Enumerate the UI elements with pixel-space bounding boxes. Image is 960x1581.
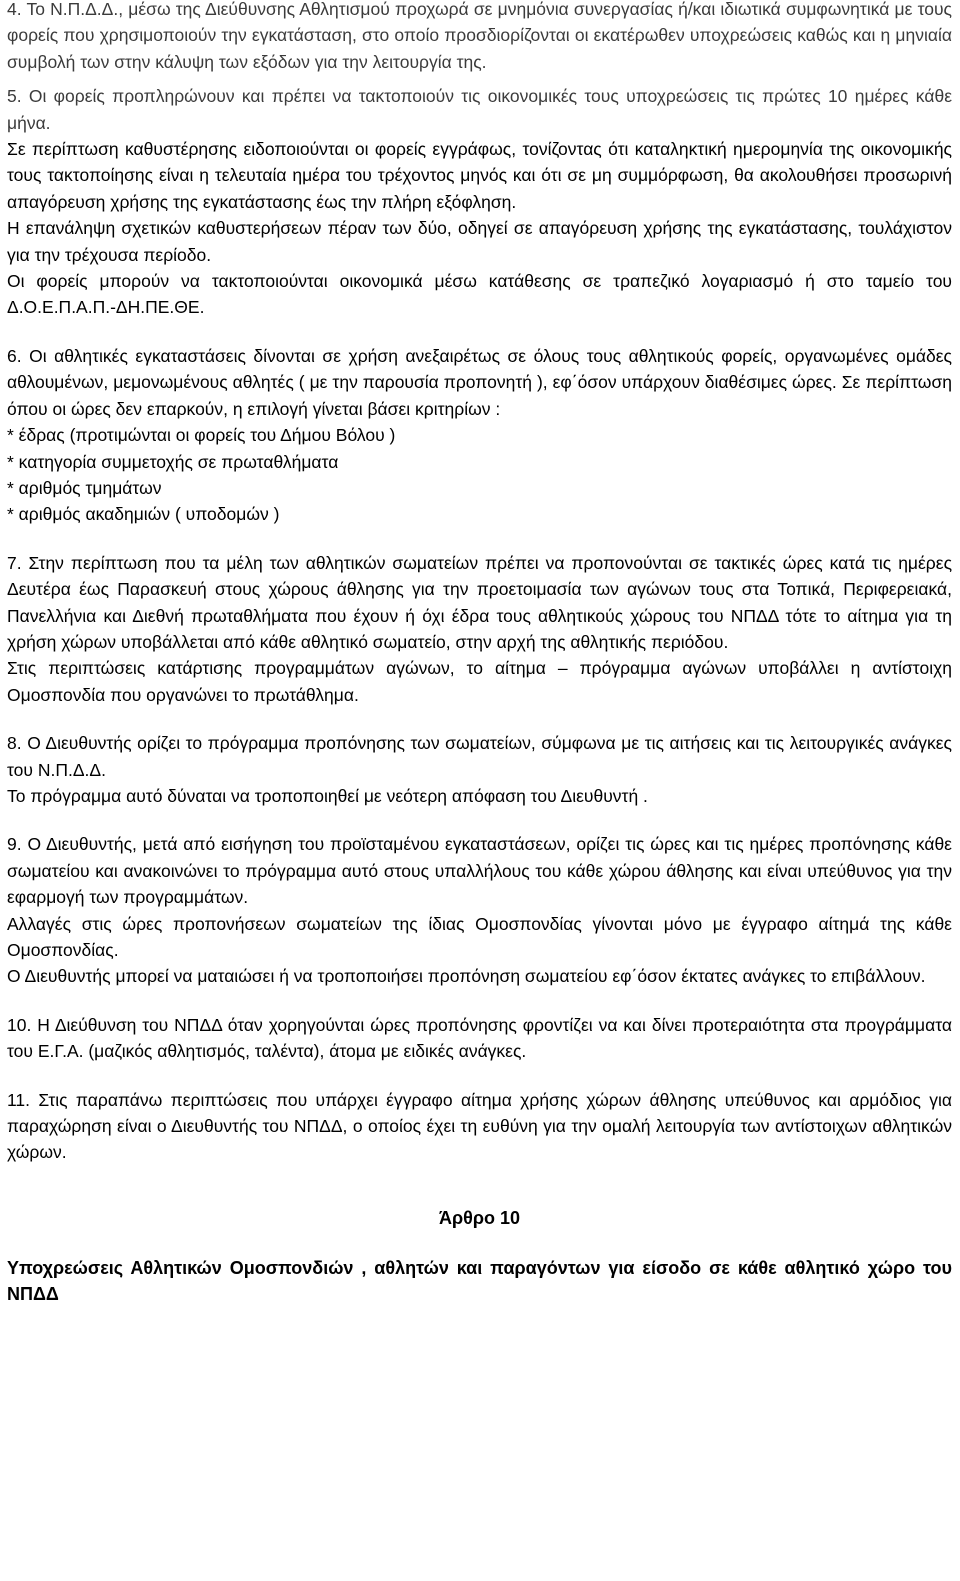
section-4 — [7, 0, 952, 75]
paragraph: 7. Στην περίπτωση που τα μέλη των αθλητικών σωματείων πρέπει να προπονούνται σε τακτικές ώρες κατά τις ημέρες Δευτέρα έως Παρασκευή στους χώρους άθλησης για την προετοιμασία των αγώνων τους στα Τοπικά, Περιφερειακά, Πανελλήνια και Διεθνή πρωταθλήματα που έχουν ή όχι έδρα τους αθλητικούς χώρους του ΝΠΔΔ τότε το αίτημα για τη χρήση χώρων υποβάλλεται από κάθε αθλητικό σωματείο, στην αρχή της αθλητικής περιόδου. — [7, 552, 952, 652]
section-9 — [7, 831, 952, 989]
article-heading: Άρθρο 10 — [438, 1207, 521, 1228]
paragraph: 8. Ο Διευθυντής ορίζει το πρόγραμμα προπόνησης των σωματείων, σύμφωνα με τις αιτήσεις και τις λειτουργικές ανάγκες του Ν.Π.Δ.Δ. — [7, 733, 952, 780]
paragraph: 4. Το Ν.Π.Δ.Δ., μέσω της Διεύθυνσης Αθλητισμού προχωρά σε μνημόνια συνεργασίας ή/και ιδιωτικά συμφωνητικά με τους φορείς που χρησιμοποιούν την εγκατάσταση, στο οποίο προσδιορίζονται οι εκατέρωθεν υποχρεώσεις καθώς και η μηνιαία συμβολή των στην κάλυψη των εξόδων για την λειτουργία της. — [7, 0, 952, 72]
list-item: * αριθμός ακαδημιών ( υποδομών ) — [7, 504, 280, 525]
section-8 — [7, 730, 952, 809]
paragraph: Στις περιπτώσεις κατάρτισης προγραμμάτων αγώνων, το αίτημα – πρόγραμμα αγώνων υποβάλλει η αντίστοιχη Ομοσπονδία που οργανώνει το πρωτάθλημα. — [7, 658, 952, 705]
article-title: Υποχρεώσεις Αθλητικών Ομοσπονδιών , αθλητών και παραγόντων για είσοδο σε κάθε αθλητικό χώρο του ΝΠΔΔ — [7, 1257, 952, 1305]
paragraph: Σε περίπτωση καθυστέρησης ειδοποιούνται οι φορείς εγγράφως, τονίζοντας ότι καταληκτική ημερομηνία της οικονομικής τους τακτοποίησης είναι η τελευταία ημέρα του τρέχοντος μηνός και ότι σε μη συμμόρφωση, θα ακολουθήσει προσωρινή απαγόρευση χρήσης της εγκατάστασης έως την πλήρη εξόφληση. — [7, 139, 952, 212]
paragraph: Το πρόγραμμα αυτό δύναται να τροποποιηθεί με νεότερη απόφαση του Διευθυντή . — [7, 785, 648, 806]
section-10 — [7, 1012, 952, 1065]
list-item: * έδρας (προτιμώνται οι φορείς του Δήμου Βόλου ) — [7, 425, 396, 446]
paragraph: Ο Διευθυντής μπορεί να ματαιώσει ή να τροποποιήσει προπόνηση σωματείου εφ΄όσον έκτατες ανάγκες το επιβάλλουν. — [7, 966, 926, 987]
paragraph: 9. Ο Διευθυντής, μετά από εισήγηση του προϊσταμένου εγκαταστάσεων, ορίζει τις ώρες και τις ημέρες προπόνησης κάθε σωματείου και ανακοινώνει το πρόγραμμα αυτό στους υπαλλήλους του κάθε χώρου άθλησης και είναι υπεύθυνος για την εφαρμογή των προγραμμάτων. — [7, 834, 952, 908]
section-7 — [7, 550, 952, 708]
paragraph: 10. Η Διεύθυνση του ΝΠΔΔ όταν χορηγούνται ώρες προπόνησης φροντίζει να και δίνει προτεραιότητα στα προγράμματα του Ε.Γ.Α. (μαζικός αθλητισμός, ταλέντα), άτομα με ειδικές ανάγκες. — [7, 1014, 952, 1062]
paragraph: 6. Οι αθλητικές εγκαταστάσεις δίνονται σε χρήση ανεξαιρέτως σε όλους τους αθλητικούς φορείς, οργανωμένες ομάδες αθλουμένων, μεμονωμένους αθλητές ( με την παρουσία προπονητή ), εφ΄όσον υπάρχουν διαθέσιμες ώρες. Σε περίπτωση όπου οι ώρες δεν επαρκούν, η επιλογή γίνεται βάσει κριτηρίων : — [7, 345, 952, 419]
section-6 — [7, 343, 952, 528]
list-item: * αριθμός τμημάτων — [7, 477, 162, 498]
paragraph: 5. Οι φορείς προπληρώνουν και πρέπει να τακτοποιούν τις οικονομικές τους υποχρεώσεις τις πρώτες 10 ημέρες κάθε μήνα. — [7, 86, 952, 133]
list-item: * κατηγορία συμμετοχής σε πρωταθλήματα — [7, 451, 339, 472]
paragraph: 11. Στις παραπάνω περιπτώσεις που υπάρχει έγγραφο αίτημα χρήσης χώρων άθλησης υπεύθυνος και αρμόδιος για παραχώρηση είναι ο Διευθυντής του ΝΠΔΔ, ο οποίος έχει τη ευθύνη για την ομαλή λειτουργία των αντίστοιχων αθλητικών χώρων. — [7, 1089, 952, 1163]
section-5 — [7, 83, 952, 321]
paragraph: Οι φορείς μπορούν να τακτοποιούνται οικονομικά μέσω κατάθεσης σε τραπεζικό λογαριασμό ή στο ταμείο του Δ.Ο.Ε.Π.Α.Π.-ΔΗ.ΠΕ.ΘΕ. — [7, 271, 952, 318]
section-11 — [7, 1087, 952, 1166]
paragraph: Αλλαγές στις ώρες προπονήσεων σωματείων της ίδιας Ομοσπονδίας γίνονται μόνο με έγγραφο αίτημά της κάθε Ομοσπονδίας. — [7, 913, 952, 960]
paragraph: Η επανάληψη σχετικών καθυστερήσεων πέραν των δύο, οδηγεί σε απαγόρευση χρήσης της εγκατάστασης, τουλάχιστον για την τρέχουσα περίοδο. — [7, 218, 952, 265]
article-10 — [7, 1208, 952, 1308]
